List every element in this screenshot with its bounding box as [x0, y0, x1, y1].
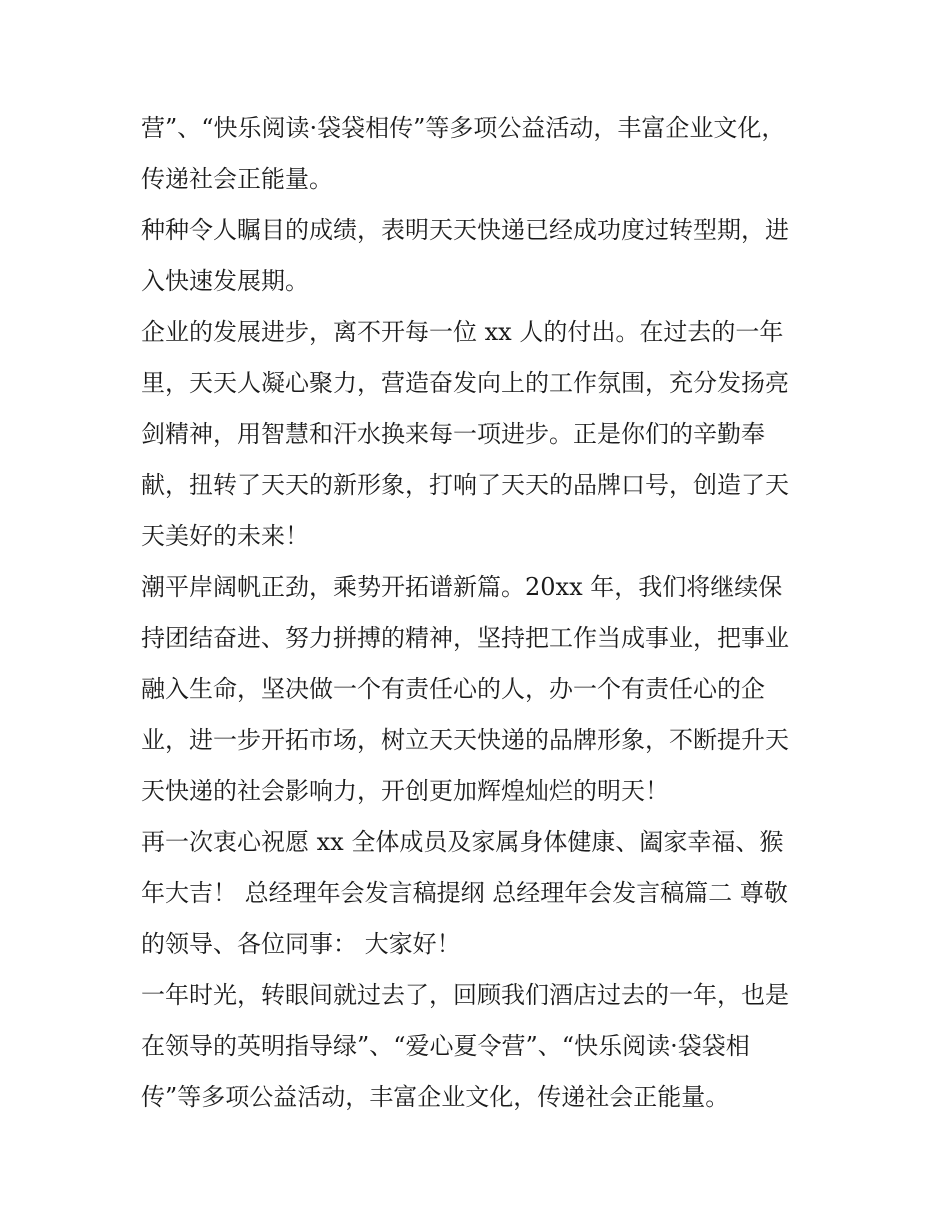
text-line: 传递社会正能量。 [141, 165, 333, 193]
text-line: 持团结奋进、努力拼搏的精神，坚持把工作当成事业，把事业 [141, 624, 789, 652]
text-line: 企业的发展进步，离不开每一位 xx 人的付出。在过去的一年 [141, 318, 784, 346]
text-line: 业，进一步开拓市场，树立天天快递的品牌形象，不断提升天 [141, 726, 789, 754]
text-line: 剑精神，用智慧和汗水换来每一项进步。正是你们的辛勤奉 [141, 420, 765, 448]
text-line: 献，扭转了天天的新形象，打响了天天的品牌口号，创造了天 [141, 471, 789, 499]
text-line: 一年时光，转眼间就过去了，回顾我们酒店过去的一年，也是 [141, 981, 789, 1009]
document-body [141, 103, 821, 1123]
text-line: 传”等多项公益活动，丰富企业文化，传递社会正能量。 [141, 1083, 730, 1111]
text-line: 的领导、各位同事： 大家好！ [141, 930, 461, 958]
text-line: 入快速发展期。 [141, 267, 309, 295]
text-line: 年大吉！ 总经理年会发言稿提纲 总经理年会发言稿篇二 尊敬 [141, 879, 788, 907]
text-line: 潮平岸阔帆正劲，乘势开拓谱新篇。20xx 年，我们将继续保 [141, 573, 783, 601]
text-line: 天快递的社会影响力，开创更加辉煌灿烂的明天！ [141, 777, 669, 805]
text-line: 种种令人瞩目的成绩，表明天天快递已经成功度过转型期，进 [141, 216, 789, 244]
text-line: 天美好的未来！ [141, 522, 309, 550]
text-line: 融入生命，坚决做一个有责任心的人，办一个有责任心的企 [141, 675, 765, 703]
text-line: 里，天天人凝心聚力，营造奋发向上的工作氛围，充分发扬亮 [141, 369, 789, 397]
text-line: 再一次衷心祝愿 xx 全体成员及家属身体健康、阖家幸福、猴 [141, 828, 784, 856]
text-line: 营”、“快乐阅读·袋袋相传”等多项公益活动，丰富企业文化， [141, 114, 786, 142]
text-line: 在领导的英明指导绿”、“爱心夏令营”、“快乐阅读·袋袋相 [141, 1032, 750, 1060]
